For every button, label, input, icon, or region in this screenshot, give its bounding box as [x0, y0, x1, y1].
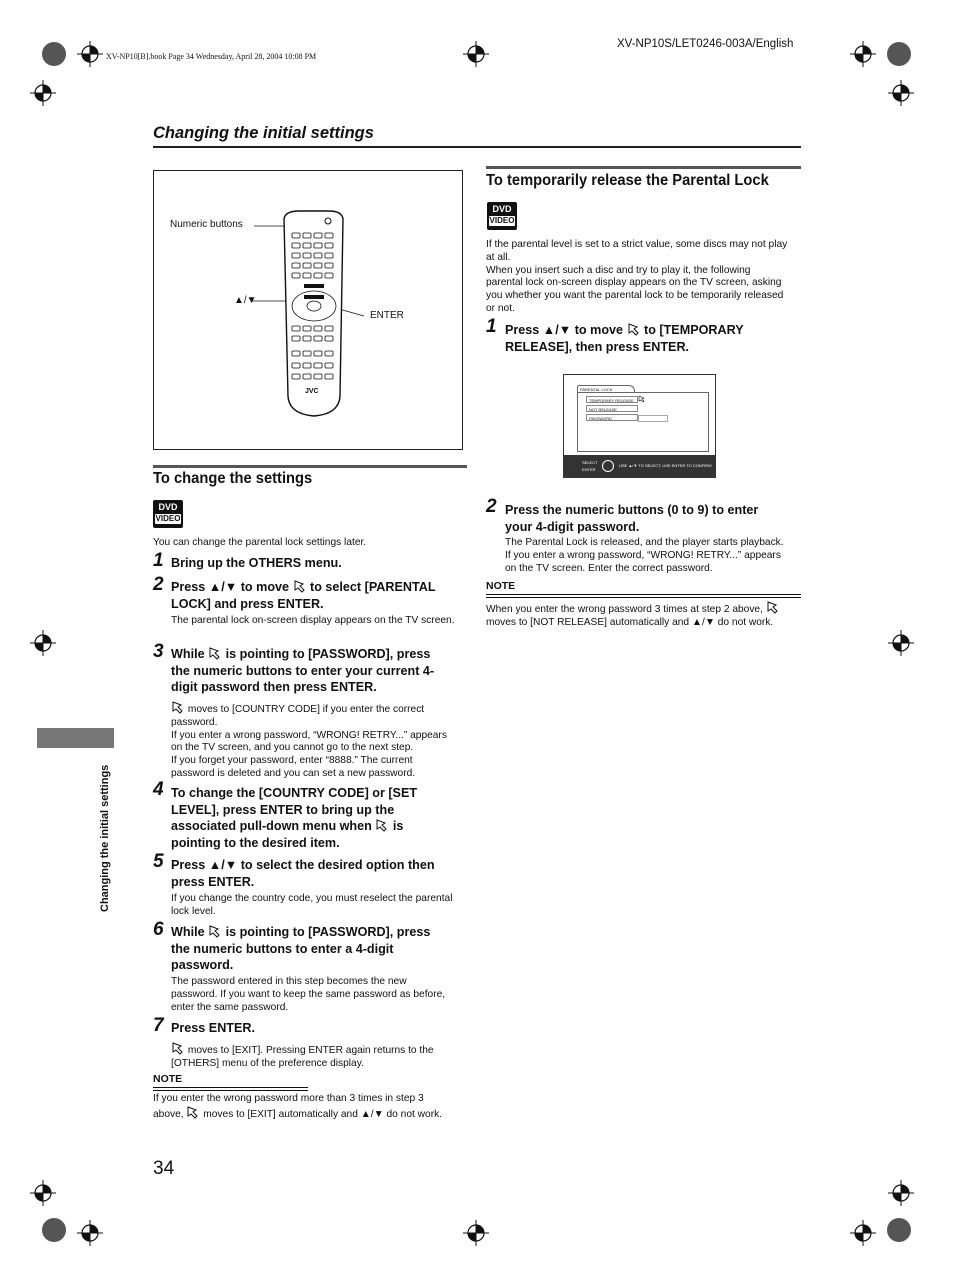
- color-target-icon: [887, 42, 911, 66]
- section-rule: [153, 146, 801, 148]
- step-text: While is pointing to [PASSWORD], press the numeric buttons to enter your current 4- digit password then press ENTER.: [171, 647, 435, 694]
- registration-mark-icon: [30, 630, 56, 656]
- dvd-video-badge: DVD VIDEO: [487, 202, 517, 230]
- step-subtext: The Parental Lock is released, and the player starts playback. If you enter a wrong password, “WRONG! RETRY...” appears on the TV screen. Enter the correct password.: [505, 537, 784, 574]
- step-text: Bring up the OTHERS menu.: [171, 556, 342, 570]
- registration-mark-icon: [850, 41, 876, 67]
- osd-title: PARENTAL LOCK: [580, 387, 613, 392]
- registration-mark-icon: [30, 1180, 56, 1206]
- pointer-icon: [375, 819, 389, 832]
- registration-mark-icon: [463, 41, 489, 67]
- note-rule: [153, 1090, 308, 1091]
- step-subtext: The parental lock on-screen display appears on the TV screen.: [171, 615, 455, 626]
- step-number: 7: [153, 1015, 164, 1036]
- note-label: NOTE: [153, 1073, 183, 1085]
- osd-screen: [563, 374, 716, 478]
- heading-change-settings: To change the settings: [153, 470, 313, 487]
- pointer-icon: [638, 395, 646, 403]
- heading-temporary-release: To temporarily release the Parental Lock: [486, 172, 769, 189]
- book-info: XV-NP10[B].book Page 34 Wednesday, April 28, 2004 10:08 PM: [106, 52, 317, 61]
- pointer-icon: [171, 701, 185, 714]
- pointer-icon: [171, 1042, 185, 1055]
- numeric-buttons-label: Numeric buttons: [170, 219, 243, 230]
- registration-mark-icon: [888, 1180, 914, 1206]
- step-text: Press ▲/▼ to move to [TEMPORARY RELEASE], then press ENTER.: [505, 323, 744, 354]
- step-text: To change the [COUNTRY CODE] or [SET LEVEL], press ENTER to bring up the associated pull-down menu when is pointing to the desired item.: [171, 786, 418, 850]
- osd-item: TEMPORARY RELEASE: [586, 396, 638, 403]
- step-subtext: The password entered in this step becomes the new password. If you want to keep the same password as before, enter the same password.: [171, 976, 446, 1013]
- pointer-icon: [208, 925, 222, 938]
- intro-text: If the parental level is set to a strict value, some discs may not play at all. When you insert such a disc and try to play it, the following parental lock on-screen display appears on the TV screen, asking you whether you want the parental lock to be temporarily released or not.: [486, 239, 788, 314]
- step-number: 5: [153, 851, 164, 872]
- registration-mark-icon: [888, 80, 914, 106]
- side-tab-label: Changing the initial settings: [99, 764, 111, 912]
- step-number: 1: [153, 550, 164, 571]
- section-title: Changing the initial settings: [153, 124, 374, 142]
- pointer-icon: [766, 601, 780, 614]
- heading-rule: [153, 465, 467, 468]
- note-label: NOTE: [486, 580, 516, 592]
- step-text: Press ▲/▼ to select the desired option then press ENTER.: [171, 858, 435, 889]
- page-number: 34: [153, 1158, 175, 1179]
- arrows-label: ▲/▼: [234, 295, 257, 306]
- osd-select-label: SELECT: [582, 460, 598, 465]
- step-number: 2: [486, 496, 497, 517]
- registration-mark-icon: [77, 1220, 103, 1246]
- osd-item: NOT RELEASE: [586, 405, 638, 412]
- note-text: When you enter the wrong password 3 times at step 2 above, moves to [NOT RELEASE] automatically and ▲/▼ do not work.: [486, 601, 806, 630]
- osd-footer: [564, 455, 715, 477]
- step-number: 2: [153, 574, 164, 595]
- osd-dpad-icon: [602, 460, 614, 472]
- step-subtext: moves to [EXIT]. Pressing ENTER again returns to the [OTHERS] menu of the preference display.: [171, 1042, 471, 1071]
- step-number: 4: [153, 779, 164, 800]
- enter-label: ENTER: [370, 310, 404, 321]
- osd-hint: USE ▲/▼ TO SELECT, USE ENTER TO CONFIRM: [619, 463, 712, 468]
- color-target-icon: [887, 1218, 911, 1242]
- pointer-icon: [627, 323, 641, 336]
- note-rule: [486, 597, 801, 598]
- pointer-icon: [186, 1106, 200, 1119]
- note-text: If you enter the wrong password more than 3 times in step 3 above, moves to [EXIT] automatically and ▲/▼ do not work.: [153, 1093, 443, 1120]
- step-number: 3: [153, 641, 164, 662]
- color-target-icon: [42, 42, 66, 66]
- step-text: Press the numeric buttons (0 to 9) to enter your 4-digit password.: [505, 503, 759, 534]
- pointer-icon: [293, 580, 307, 593]
- registration-mark-icon: [30, 80, 56, 106]
- osd-password-field: [638, 415, 668, 422]
- step-number: 6: [153, 919, 164, 940]
- registration-mark-icon: [888, 630, 914, 656]
- step-subtext: moves to [COUNTRY CODE] if you enter the correct password. If you enter a wrong password, “WRONG! RETRY...” appears on the TV screen, and you cannot go to the next step. If you forget your password, enter “8888.” The current password is deleted and you can set a new password.: [171, 701, 471, 781]
- registration-mark-icon: [77, 41, 103, 67]
- heading-rule: [486, 166, 801, 169]
- step-subtext: If you change the country code, you must reselect the parental lock level.: [171, 893, 453, 917]
- step-text: Press ▲/▼ to move to select [PARENTAL LOCK] and press ENTER.: [171, 580, 436, 611]
- color-target-icon: [42, 1218, 66, 1242]
- side-tab: [37, 728, 114, 748]
- remote-brand: JVC: [305, 388, 319, 395]
- pointer-icon: [208, 647, 222, 660]
- osd-enter-label: ENTER: [582, 467, 596, 472]
- remote-figure: [153, 170, 463, 450]
- step-number: 1: [486, 316, 497, 337]
- doc-id: XV-NP10S/LET0246-003A/English: [617, 38, 794, 50]
- registration-mark-icon: [463, 1220, 489, 1246]
- intro-text: You can change the parental lock settings later.: [153, 537, 367, 548]
- note-rule: [486, 594, 801, 595]
- remote-control-illustration: [154, 171, 462, 449]
- step-text: Press ENTER.: [171, 1021, 255, 1035]
- note-rule: [153, 1087, 308, 1088]
- registration-mark-icon: [850, 1220, 876, 1246]
- osd-item: PASSWORD: [586, 414, 638, 421]
- dvd-video-badge: DVD VIDEO: [153, 500, 183, 528]
- step-text: While is pointing to [PASSWORD], press the numeric buttons to enter a 4-digit password.: [171, 925, 431, 972]
